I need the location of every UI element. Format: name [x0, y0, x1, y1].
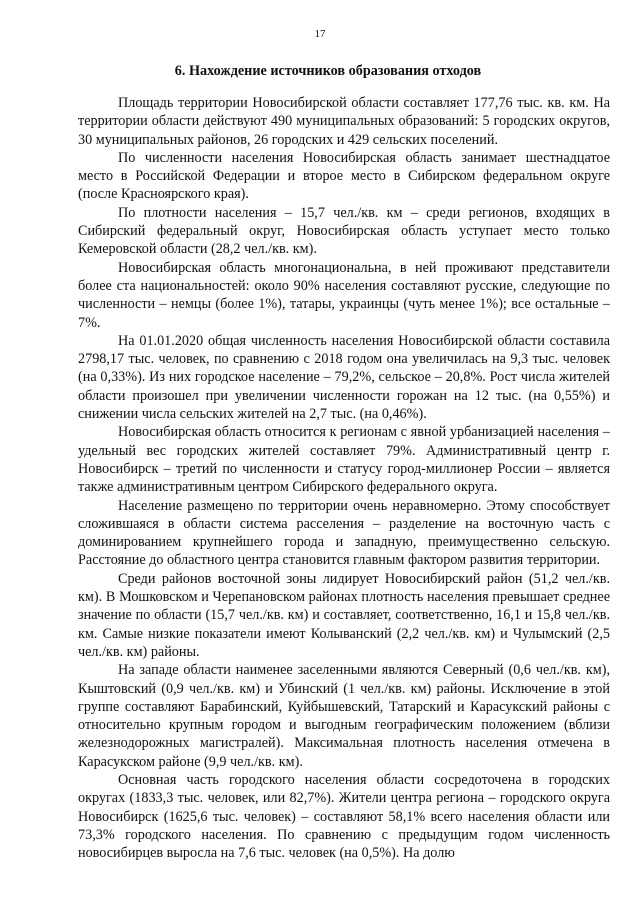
paragraph-eastern-zone: Среди районов восточной зоны лидирует Новосибирский район (51,2 чел./кв. км). В Мошковском и Черепановском районах плотность населения превышает среднее значение по области (15,7 чел./кв. км) и составляет, соответственно, 16,1 и 15,8 чел./кв. км. Самые низкие показатели имеют Колыванский (2,2 чел./кв. км) и Чулымский (2,5 чел./кв. км) районы. — [78, 570, 610, 660]
paragraph-urbanization: Новосибирская область относится к регионам с явной урбанизацией населения – удельный вес городских жителей составляет 79%. Административный центр г. Новосибирск – третий по численности и статусу город-миллионер России – является также административным центром Сибирского федерального округа. — [78, 424, 610, 496]
paragraph-population-rank: По численности населения Новосибирская область занимает шестнадцатое место в Российской Федерации и второе место в Сибирском федеральном округе (после Красноярского края). — [78, 149, 610, 203]
body-text — [78, 94, 610, 862]
paragraph-western-zone: На западе области наименее заселенными являются Северный (0,6 чел./кв. км), Кыштовский (0,9 чел./кв. км) и Убинский (1 чел./кв. км) районы. Исключение в этой группе составляют Барабинский, Куйбышевский, Татарский и Карасукский районы с относительно крупным городом и выгодным географическим положением (вблизи железнодорожных магистралей). Максимальная плотность населения отмечена в Карасукском районе (9,9 чел./кв. км). — [78, 662, 610, 770]
paragraph-area: Площадь территории Новосибирской области составляет 177,76 тыс. кв. км. На территории области действуют 490 муниципальных образований: 5 городских округов, 30 муниципальных районов, 26 городских и 429 сельских поселений. — [78, 95, 610, 148]
paragraph-urban-districts: Основная часть городского населения области сосредоточена в городских округах (1833,3 тыс. человек, или 82,7%). Жители центра региона – городского округа Новосибирск (1625,6 тыс. человек) – составляют 58,1% всего населения области или 73,3% городского населения. По сравнению с предыдущим годом численность новосибирцев выросла на 7,6 тыс. человек (на 0,5%). На долю — [78, 771, 610, 862]
paragraph-settlement: Население размещено по территории очень неравномерно. Этому способствует сложившаяся в области система расселения – разделение на восточную часть с доминированием крупнейшего города и западную, преимущественно сельскую. Расстояние до областного центра становится главным фактором развития территории. — [78, 497, 610, 569]
paragraph-population-2020: На 01.01.2020 общая численность населения Новосибирской области составила 2798,17 тыс. человек, по сравнению с 2018 годом она увеличилась на 9,3 тыс. человек (на 0,33%). Из них городское население – 79,2%, сельское – 20,8%. Рост числа жителей области произошел при увеличении численности горожан на 12 тыс. (на 0,55%) и снижении числа сельских жителей на 2,7 тыс. (на 0,46%). — [78, 332, 610, 423]
page-number: 17 — [314, 28, 326, 40]
section-heading: 6. Нахождение источников образования отходов — [174, 63, 482, 79]
paragraph-nationalities: Новосибирская область многонациональна, в ней проживают представители более ста национальностей: около 90% населения составляют русские, следующие по численности – немцы (более 1%), татары, украинцы (чуть менее 1%); все остальные – 7%. — [78, 259, 610, 331]
paragraph-density: По плотности населения – 15,7 чел./кв. км – среди регионов, входящих в Сибирский федеральный округ, Новосибирская область уступает место только Кемеровской области (28,2 чел./кв. км). — [78, 204, 610, 258]
